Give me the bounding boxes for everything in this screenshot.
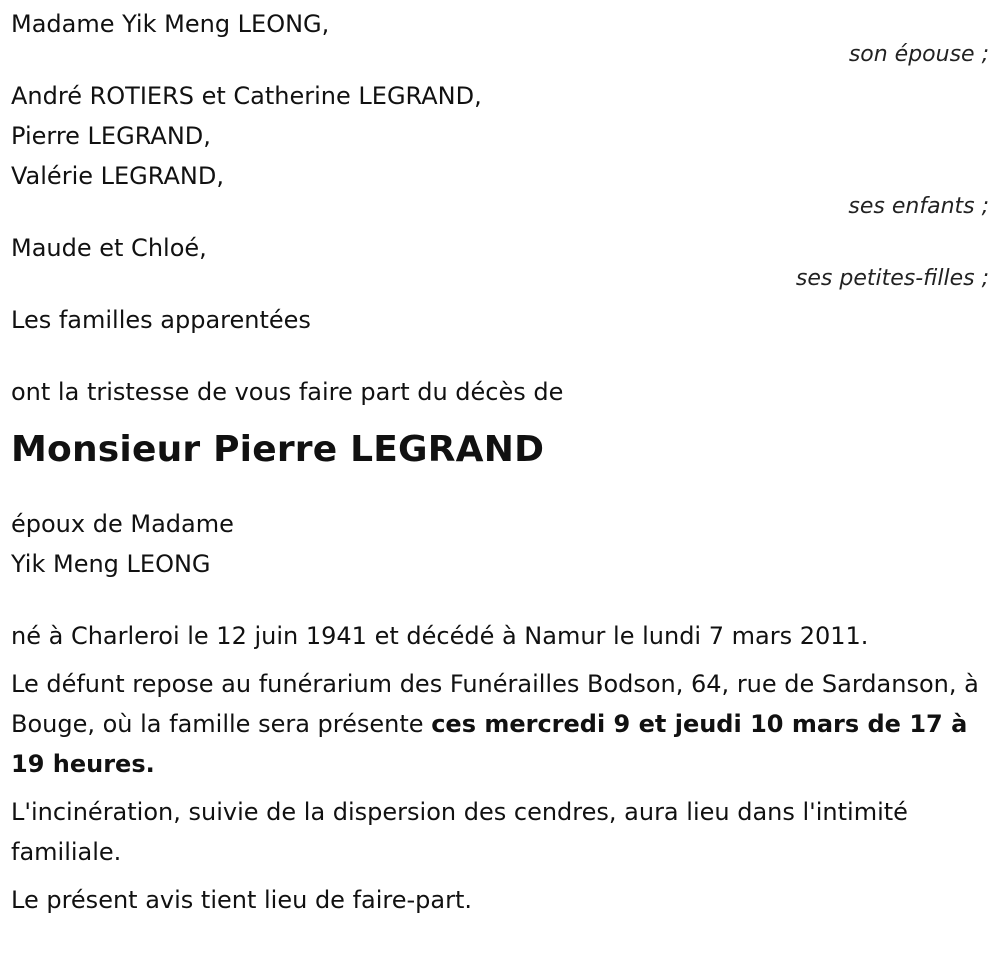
child-name-1: André ROTIERS et Catherine LEGRAND, bbox=[11, 82, 482, 110]
birth-death-line: né à Charleroi le 12 juin 1941 et décédé à Namur le lundi 7 mars 2011. bbox=[11, 622, 869, 650]
cremation-paragraph: L'incinération, suivie de la dispersion des cendres, aura lieu dans l'intimité familiale. bbox=[11, 798, 908, 866]
grandchildren-names: Maude et Chloé, bbox=[11, 234, 207, 262]
husband-of-line-1: époux de Madame bbox=[11, 510, 234, 538]
funerarium-text: Le défunt repose au funérarium des Funérailles Bodson, 64, rue de Sardanson, à Bouge, où la famille sera présente bbox=[11, 670, 979, 738]
children-role: ses enfants ; bbox=[848, 194, 989, 219]
visiting-hours: ces mercredi 9 et jeudi 10 mars de 17 à 19 heures. bbox=[11, 710, 968, 778]
grandchildren-role: ses petites-filles ; bbox=[795, 266, 989, 291]
spouse-name: Madame Yik Meng LEONG, bbox=[11, 10, 330, 38]
announcement-line: ont la tristesse de vous faire part du décès de bbox=[11, 378, 564, 406]
child-name-2: Pierre LEGRAND, bbox=[11, 122, 211, 150]
families-line: Les familles apparentées bbox=[11, 306, 311, 334]
funerarium-paragraph bbox=[11, 664, 989, 784]
notice-line: Le présent avis tient lieu de faire-part. bbox=[11, 886, 473, 914]
spouse-role: son épouse ; bbox=[848, 42, 989, 67]
obituary-notice bbox=[11, 4, 989, 920]
child-name-3: Valérie LEGRAND, bbox=[11, 162, 224, 190]
deceased-name: Monsieur Pierre LEGRAND bbox=[11, 429, 545, 470]
husband-of-line-2: Yik Meng LEONG bbox=[11, 550, 211, 578]
